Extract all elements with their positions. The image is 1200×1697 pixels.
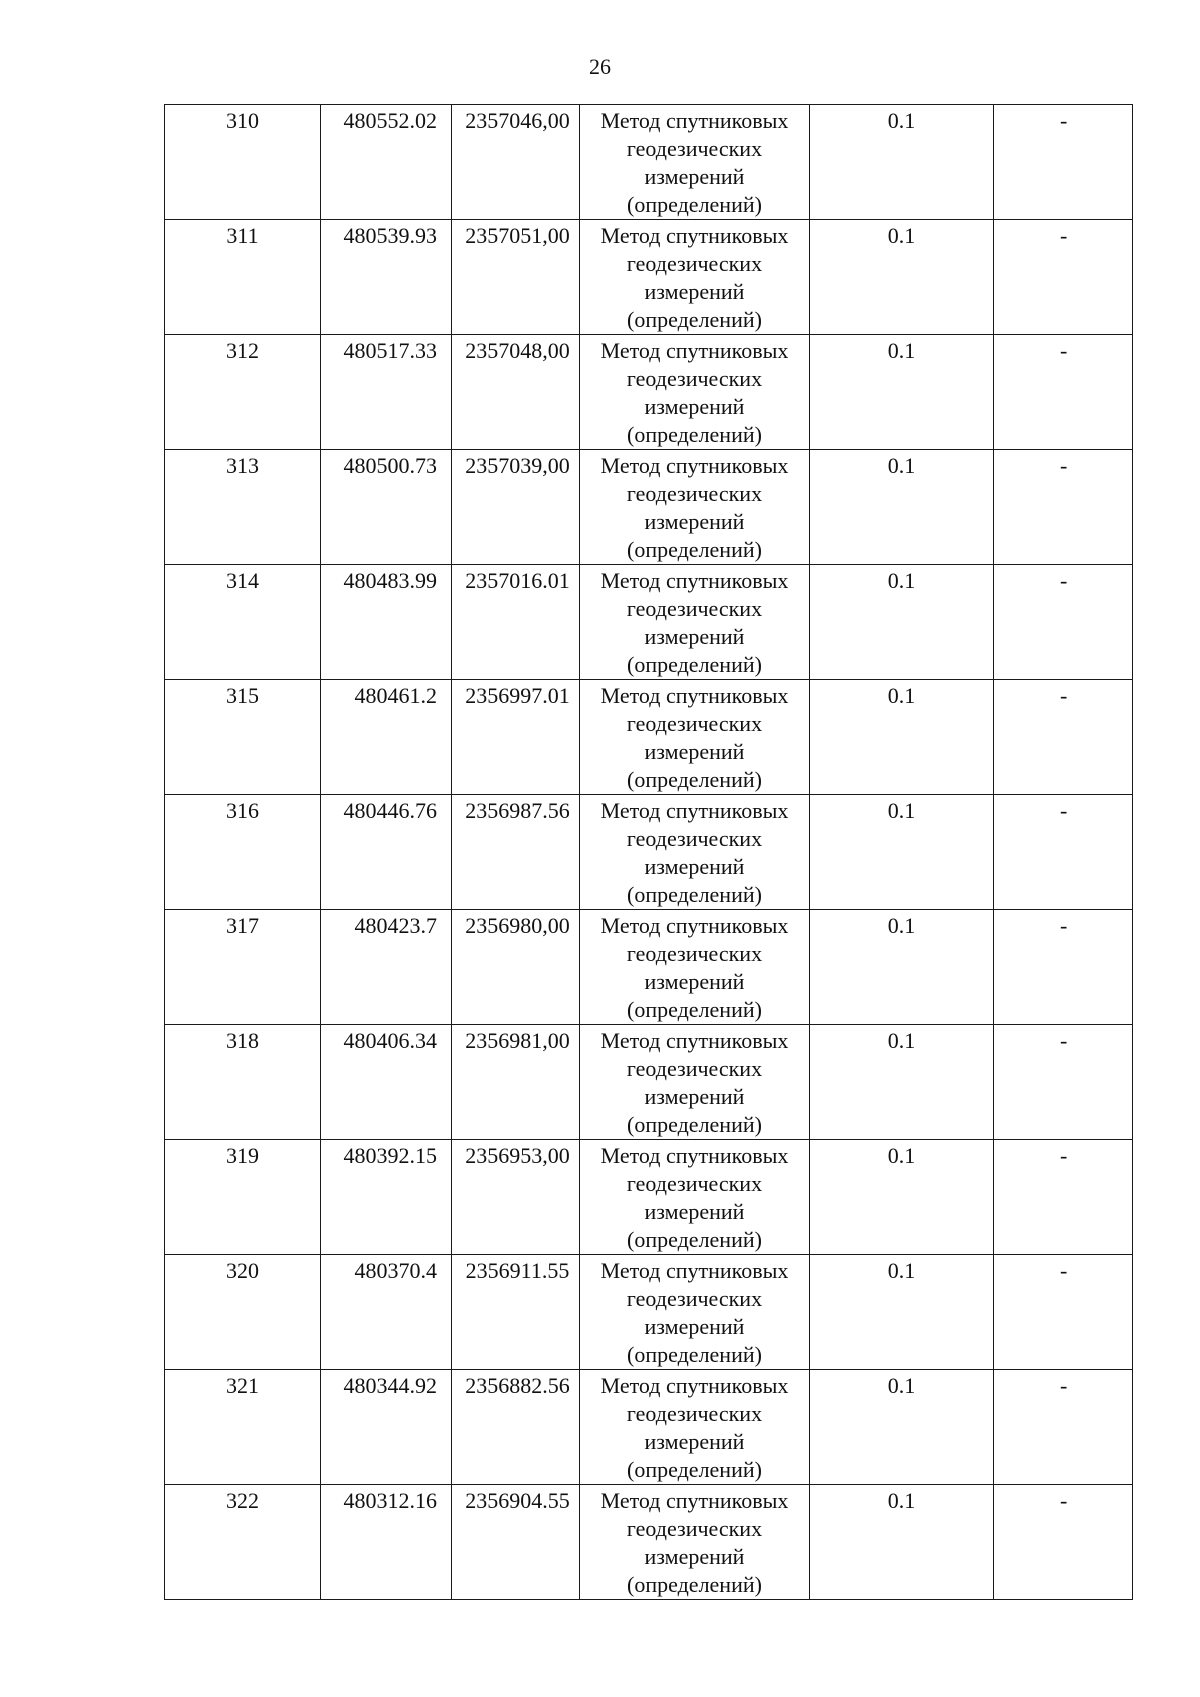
method-line: геодезических (626, 1056, 763, 1081)
note-cell: - (994, 565, 1133, 680)
method-line: (определений) (627, 1342, 762, 1367)
note-cell: - (994, 1485, 1133, 1600)
method-cell (580, 220, 810, 335)
accuracy-cell: 0.1 (810, 335, 994, 450)
y-coordinate-cell: 2357046,00 (452, 105, 580, 220)
method-line: Метод спутниковых (600, 453, 789, 478)
coordinates-table-body (165, 105, 1133, 1600)
method-line: Метод спутниковых (600, 223, 789, 248)
method-line: (определений) (627, 307, 762, 332)
y-coordinate-cell: 2357048,00 (452, 335, 580, 450)
page-number: 26 (589, 54, 611, 79)
table-row (165, 1370, 1133, 1485)
accuracy-cell: 0.1 (810, 1025, 994, 1140)
accuracy-cell: 0.1 (810, 220, 994, 335)
method-line: Метод спутниковых (600, 683, 789, 708)
point-number-cell: 311 (165, 220, 321, 335)
point-number-cell: 322 (165, 1485, 321, 1600)
y-coordinate-cell: 2357039,00 (452, 450, 580, 565)
method-line: (определений) (627, 1112, 762, 1137)
note-cell: - (994, 450, 1133, 565)
table-row (165, 910, 1133, 1025)
table-row (165, 450, 1133, 565)
method-line: (определений) (627, 652, 762, 677)
point-number-cell: 317 (165, 910, 321, 1025)
method-line: измерений (644, 854, 745, 879)
x-coordinate-cell: 480552.02 (321, 105, 452, 220)
y-coordinate-cell: 2357051,00 (452, 220, 580, 335)
method-line: (определений) (627, 192, 762, 217)
coordinates-table (164, 104, 1133, 1600)
point-number-cell: 319 (165, 1140, 321, 1255)
accuracy-cell: 0.1 (810, 1485, 994, 1600)
method-line: (определений) (627, 1457, 762, 1482)
method-line: измерений (644, 1199, 745, 1224)
table-row (165, 1140, 1133, 1255)
x-coordinate-cell: 480406.34 (321, 1025, 452, 1140)
y-coordinate-cell: 2356904.55 (452, 1485, 580, 1600)
point-number-cell: 314 (165, 565, 321, 680)
method-line: измерений (644, 1544, 745, 1569)
method-line: геодезических (626, 1401, 763, 1426)
note-cell: - (994, 910, 1133, 1025)
method-line: (определений) (627, 767, 762, 792)
accuracy-cell: 0.1 (810, 105, 994, 220)
x-coordinate-cell: 480344.92 (321, 1370, 452, 1485)
table-row (165, 105, 1133, 220)
x-coordinate-cell: 480446.76 (321, 795, 452, 910)
point-number-cell: 310 (165, 105, 321, 220)
method-line: измерений (644, 739, 745, 764)
y-coordinate-cell: 2356980,00 (452, 910, 580, 1025)
method-line: геодезических (626, 1286, 763, 1311)
point-number-cell: 318 (165, 1025, 321, 1140)
x-coordinate-cell: 480370.4 (321, 1255, 452, 1370)
method-line: Метод спутниковых (600, 1258, 789, 1283)
method-cell (580, 335, 810, 450)
point-number-cell: 320 (165, 1255, 321, 1370)
method-line: Метод спутниковых (600, 1028, 789, 1053)
y-coordinate-cell: 2356953,00 (452, 1140, 580, 1255)
method-line: геодезических (626, 941, 763, 966)
y-coordinate-cell: 2356987.56 (452, 795, 580, 910)
method-cell (580, 1025, 810, 1140)
method-line: геодезических (626, 481, 763, 506)
method-cell (580, 1370, 810, 1485)
method-cell (580, 910, 810, 1025)
note-cell: - (994, 1140, 1133, 1255)
method-line: геодезических (626, 826, 763, 851)
method-line: измерений (644, 624, 745, 649)
method-line: геодезических (626, 251, 763, 276)
note-cell: - (994, 680, 1133, 795)
method-line: Метод спутниковых (600, 108, 789, 133)
table-row (165, 680, 1133, 795)
method-line: измерений (644, 1084, 745, 1109)
method-line: измерений (644, 969, 745, 994)
method-line: геодезических (626, 1516, 763, 1541)
accuracy-cell: 0.1 (810, 795, 994, 910)
method-line: измерений (644, 394, 745, 419)
method-line: измерений (644, 1429, 745, 1454)
table-row (165, 335, 1133, 450)
method-line: геодезических (626, 596, 763, 621)
table-row (165, 795, 1133, 910)
method-cell (580, 1485, 810, 1600)
table-row (165, 1255, 1133, 1370)
point-number-cell: 315 (165, 680, 321, 795)
note-cell: - (994, 220, 1133, 335)
x-coordinate-cell: 480517.33 (321, 335, 452, 450)
y-coordinate-cell: 2356997.01 (452, 680, 580, 795)
x-coordinate-cell: 480483.99 (321, 565, 452, 680)
method-cell (580, 565, 810, 680)
x-coordinate-cell: 480423.7 (321, 910, 452, 1025)
note-cell: - (994, 335, 1133, 450)
method-line: (определений) (627, 537, 762, 562)
accuracy-cell: 0.1 (810, 1370, 994, 1485)
x-coordinate-cell: 480312.16 (321, 1485, 452, 1600)
method-line: Метод спутниковых (600, 1488, 789, 1513)
method-line: (определений) (627, 997, 762, 1022)
method-line: Метод спутниковых (600, 798, 789, 823)
method-line: геодезических (626, 1171, 763, 1196)
method-line: (определений) (627, 1227, 762, 1252)
y-coordinate-cell: 2356882.56 (452, 1370, 580, 1485)
accuracy-cell: 0.1 (810, 680, 994, 795)
method-line: геодезических (626, 366, 763, 391)
method-line: Метод спутниковых (600, 913, 789, 938)
note-cell: - (994, 1255, 1133, 1370)
method-cell (580, 450, 810, 565)
x-coordinate-cell: 480500.73 (321, 450, 452, 565)
method-line: измерений (644, 279, 745, 304)
x-coordinate-cell: 480539.93 (321, 220, 452, 335)
method-line: Метод спутниковых (600, 1373, 789, 1398)
method-line: (определений) (627, 882, 762, 907)
x-coordinate-cell: 480392.15 (321, 1140, 452, 1255)
accuracy-cell: 0.1 (810, 565, 994, 680)
method-line: Метод спутниковых (600, 1143, 789, 1168)
note-cell: - (994, 795, 1133, 910)
table-row (165, 1485, 1133, 1600)
y-coordinate-cell: 2356981,00 (452, 1025, 580, 1140)
y-coordinate-cell: 2356911.55 (452, 1255, 580, 1370)
method-cell (580, 105, 810, 220)
note-cell: - (994, 1370, 1133, 1485)
method-cell (580, 795, 810, 910)
method-line: измерений (644, 509, 745, 534)
method-line: измерений (644, 1314, 745, 1339)
accuracy-cell: 0.1 (810, 910, 994, 1025)
x-coordinate-cell: 480461.2 (321, 680, 452, 795)
note-cell: - (994, 105, 1133, 220)
point-number-cell: 316 (165, 795, 321, 910)
method-line: геодезических (626, 711, 763, 736)
method-line: измерений (644, 164, 745, 189)
point-number-cell: 321 (165, 1370, 321, 1485)
note-cell: - (994, 1025, 1133, 1140)
point-number-cell: 312 (165, 335, 321, 450)
method-line: Метод спутниковых (600, 568, 789, 593)
method-line: (определений) (627, 422, 762, 447)
method-cell (580, 1255, 810, 1370)
accuracy-cell: 0.1 (810, 1255, 994, 1370)
method-cell (580, 680, 810, 795)
table-row (165, 1025, 1133, 1140)
point-number-cell: 313 (165, 450, 321, 565)
y-coordinate-cell: 2357016.01 (452, 565, 580, 680)
method-cell (580, 1140, 810, 1255)
method-line: (определений) (627, 1572, 762, 1597)
method-line: Метод спутниковых (600, 338, 789, 363)
accuracy-cell: 0.1 (810, 1140, 994, 1255)
table-row (165, 220, 1133, 335)
method-line: геодезических (626, 136, 763, 161)
accuracy-cell: 0.1 (810, 450, 994, 565)
table-row (165, 565, 1133, 680)
